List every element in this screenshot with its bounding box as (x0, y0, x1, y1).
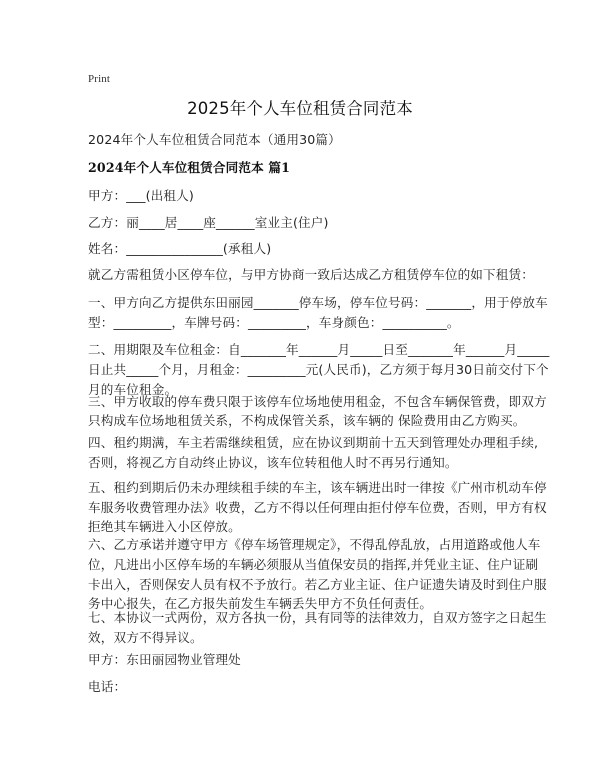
clause-2-line: 月的车位租金。 (88, 382, 178, 397)
clause-1-line: 型：_________，车牌号码：_________，车身颜色：__________。 (88, 315, 460, 330)
clause-5-line: 五、租约到期后仍未办理续租手续的车主，该车辆进出时一律按《广州市机动车停 (88, 480, 547, 495)
clause-6-line: 卡出入，否则保安人员有权不予放行。若乙方业主证、住户证遗失请及时到住户服 (88, 577, 547, 592)
document-title: 2025年个人车位租赁合同范本 (187, 99, 413, 118)
print-label[interactable]: Print (88, 73, 111, 85)
clause-6-line: 务中心报失，在乙方报失前发生车辆丢失甲方不负任何责任。 (88, 596, 433, 611)
clause-4-line: 否则，将视乙方自动终止协议，该车位转租他人时不再另行通知。 (88, 455, 458, 470)
party-a-line: 甲方：___(出租人) (88, 188, 194, 203)
clause-1-line: 一、甲方向乙方提供东田丽园_______停车场，停车位号码：_______，用于停放车 (88, 295, 548, 310)
clause-7-line: 七、本协议一式两份，双方各执一份，具有同等的法律效力，自双方签字之日起生 (88, 610, 547, 625)
name-line: 姓名：_______________(承租人) (88, 241, 272, 256)
clause-5-line: 拒绝其车辆进入小区停放。 (88, 519, 241, 534)
party-b-line: 乙方：丽____居____座______室业主(住户) (88, 215, 329, 230)
party-a-signature-line: 甲方：东田丽园物业管理处 (88, 652, 241, 667)
document-subtitle: 2024年个人车位租赁合同范本（通用30篇） (88, 132, 341, 147)
clause-5-line: 车服务收费管理办法》收费，乙方不得以任何理由拒付停车位费，否则，甲方有权 (88, 500, 547, 515)
clause-4-line: 四、租约期满，车主若需继续租赁，应在协议到期前十五天到管理处办理租手续, (88, 435, 539, 450)
clause-2-line: 二、用期限及车位租金：自_______年______月_____日至_______年______月_____ (88, 342, 550, 357)
clause-7-line: 效，双方不得异议。 (88, 630, 203, 645)
intro-line: 就乙方需租赁小区停车位，与甲方协商一致后达成乙方租赁停车位的如下租赁： (88, 267, 535, 282)
clause-3-line: 三、甲方收取的停车费只限于该停车位场地使用租金，不包含车辆保管费，即双方 (88, 394, 547, 409)
clause-2-line: 日止共_____个月，月租金：_________元(人民币)，乙方须于每月30日前交付下个 (88, 362, 549, 377)
section-heading: 2024年个人车位租赁合同范本 篇1 (88, 160, 291, 175)
clause-6-line: 位，凡进出小区停车场的车辆必须服从当值保安员的指挥,并凭业主证、住户证刷 (88, 557, 539, 572)
clause-3-line: 只构成车位场地租赁关系，不构成保管关系，该车辆的 保险费用由乙方购买。 (88, 413, 526, 428)
phone-line: 电话： (88, 679, 127, 694)
clause-6-line: 六、乙方承诺并遵守甲方《停车场管理规定》，不得乱停乱放，占用道路或他人车 (88, 537, 541, 552)
